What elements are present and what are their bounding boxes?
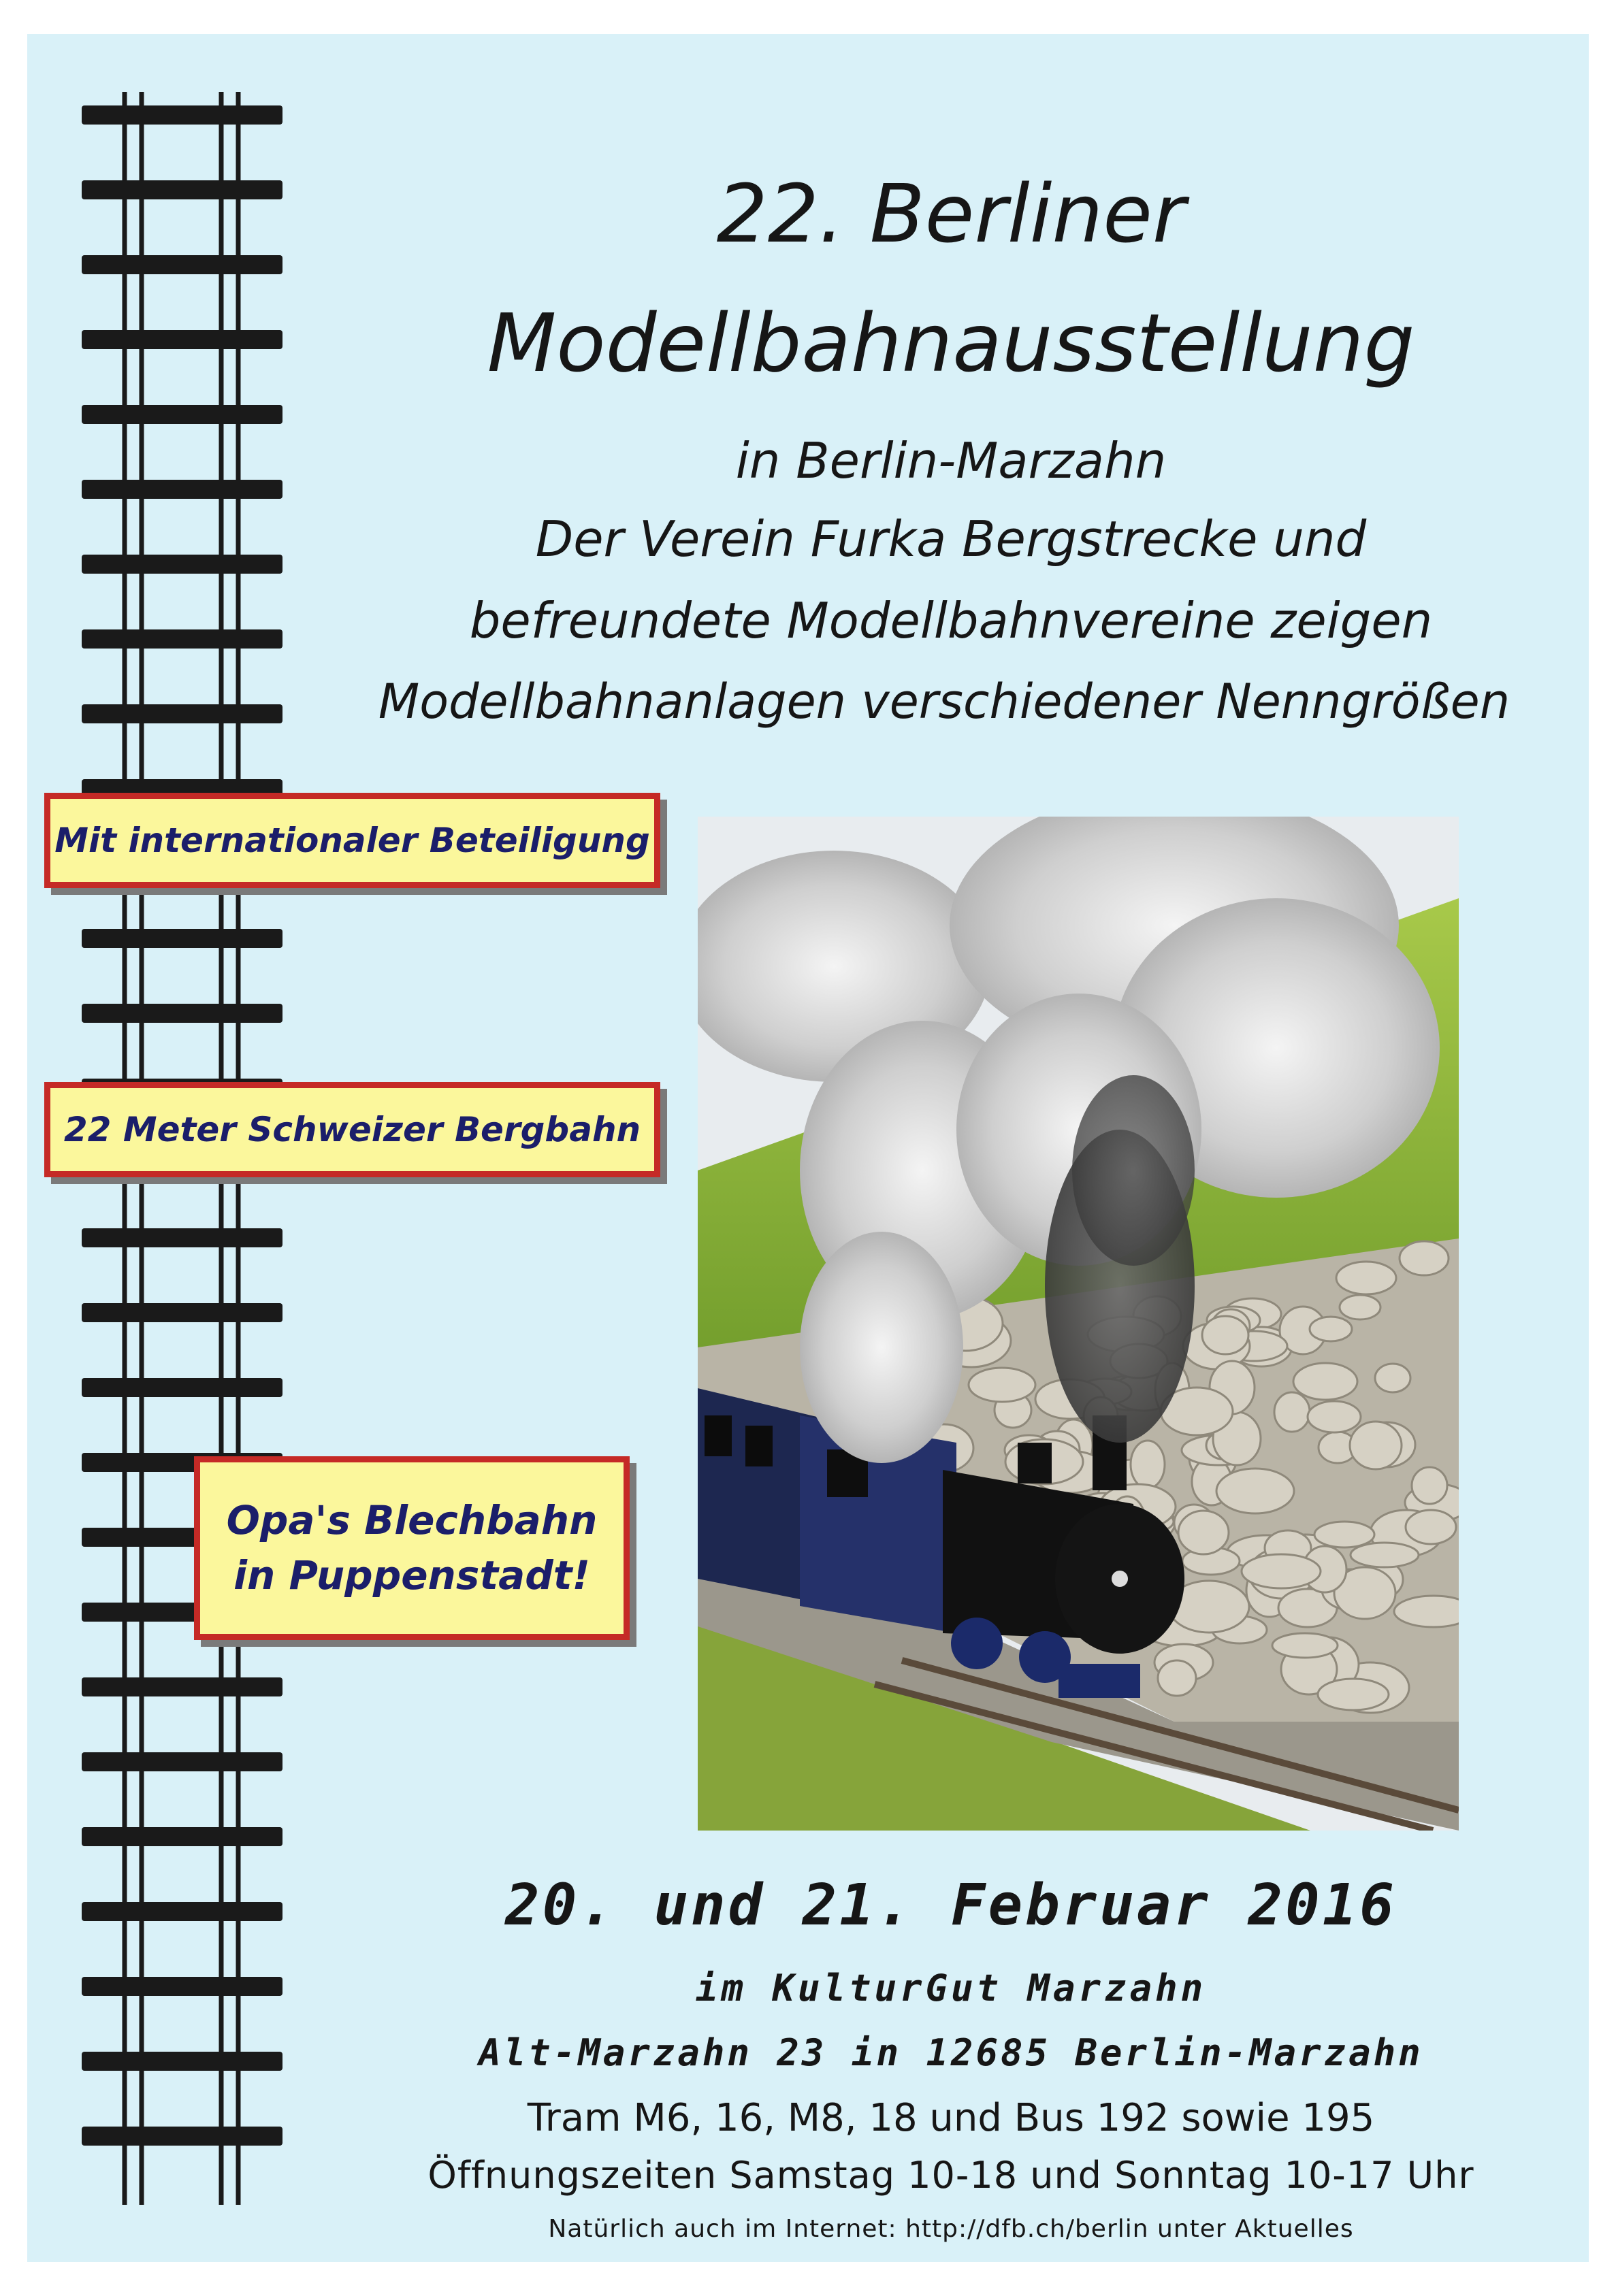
subtitle-line-2: Der Verein Furka Bergstrecke und [535, 510, 1367, 568]
railway-tie [82, 1303, 282, 1322]
railway-tie [82, 1677, 282, 1696]
railway-tie [82, 629, 282, 649]
railway-tie [82, 1902, 282, 1921]
wall-stone [1412, 1467, 1447, 1504]
event-dates: 20. und 21. Februar 2016 [505, 1871, 1397, 1938]
callout-international [44, 793, 660, 888]
railway-tie [82, 1977, 282, 1996]
event-opening-hours: Öffnungszeiten Samstag 10-18 und Sonntag 10-17 Uhr [427, 2154, 1474, 2197]
railway-tie [82, 405, 282, 424]
callout-swiss-mountain-railway-text: 22 Meter Schweizer Bergbahn [63, 1110, 641, 1149]
wall-stone [1394, 1596, 1459, 1627]
wall-stone [1158, 1660, 1196, 1696]
railway-tie [82, 1752, 282, 1771]
railway-tie [82, 330, 282, 349]
wall-stone [969, 1368, 1035, 1402]
steam-locomotive-photo [698, 817, 1459, 1831]
wall-stone [1340, 1295, 1380, 1319]
railway-tie [82, 1004, 282, 1023]
callout-tin-railway-line-1: Opa's Blechbahn [226, 1496, 598, 1543]
wall-stone [1274, 1392, 1310, 1432]
wall-stone [1336, 1262, 1396, 1294]
railway-tie [82, 2127, 282, 2146]
wall-stone [1351, 1543, 1419, 1567]
event-transport: Tram M6, 16, M8, 18 und Bus 192 sowie 195 [527, 2096, 1375, 2140]
event-website: Natürlich auch im Internet: http://dfb.ch/berlin unter Aktuelles [548, 2215, 1354, 2243]
wall-stone [1310, 1317, 1352, 1341]
poster-sheet [27, 34, 1589, 2262]
event-address: Alt-Marzahn 23 in 12685 Berlin-Marzahn [479, 2031, 1423, 2074]
railway-tie [82, 2052, 282, 2071]
wall-stone [1293, 1363, 1357, 1400]
railway-tie [82, 105, 282, 125]
subtitle-line-1: in Berlin-Marzahn [735, 432, 1167, 489]
event-venue: im KulturGut Marzahn [695, 1967, 1207, 2010]
subtitle-line-3: befreundete Modellbahnvereine zeigen [469, 592, 1433, 649]
title-line-1: 22. Berliner [716, 167, 1186, 261]
railway-tie [82, 1228, 282, 1247]
wall-stone [1318, 1679, 1389, 1710]
railway-tie [82, 1378, 282, 1397]
railway-tie [82, 1827, 282, 1846]
wall-stone [1375, 1364, 1410, 1392]
railway-tie [82, 555, 282, 574]
callout-tin-railway-line-2: in Puppenstadt! [233, 1552, 590, 1598]
wall-stone [1350, 1422, 1402, 1469]
wall-stone [1242, 1554, 1321, 1588]
callout-swiss-mountain-railway [44, 1082, 660, 1177]
wall-stone [1216, 1469, 1294, 1513]
wall-stone [1202, 1316, 1248, 1354]
railway-tie [82, 704, 282, 723]
wall-stone [1178, 1511, 1229, 1554]
railway-tie [82, 255, 282, 274]
wall-stone [1272, 1633, 1338, 1658]
railway-tie [82, 929, 282, 948]
wall-stone [1406, 1510, 1456, 1544]
title-line-2: Modellbahnausstellung [487, 296, 1415, 390]
callout-tin-railway [194, 1456, 630, 1640]
railway-tie [82, 180, 282, 199]
wall-stone [1400, 1241, 1449, 1275]
wall-stone [1308, 1401, 1361, 1432]
railway-tie [82, 480, 282, 499]
callout-international-text: Mit internationaler Beteiligung [54, 821, 650, 860]
wall-stone [1314, 1522, 1374, 1547]
wall-stone [1131, 1441, 1165, 1488]
subtitle-line-4: Modellbahnanlagen verschiedener Nenngrößen [378, 674, 1510, 729]
